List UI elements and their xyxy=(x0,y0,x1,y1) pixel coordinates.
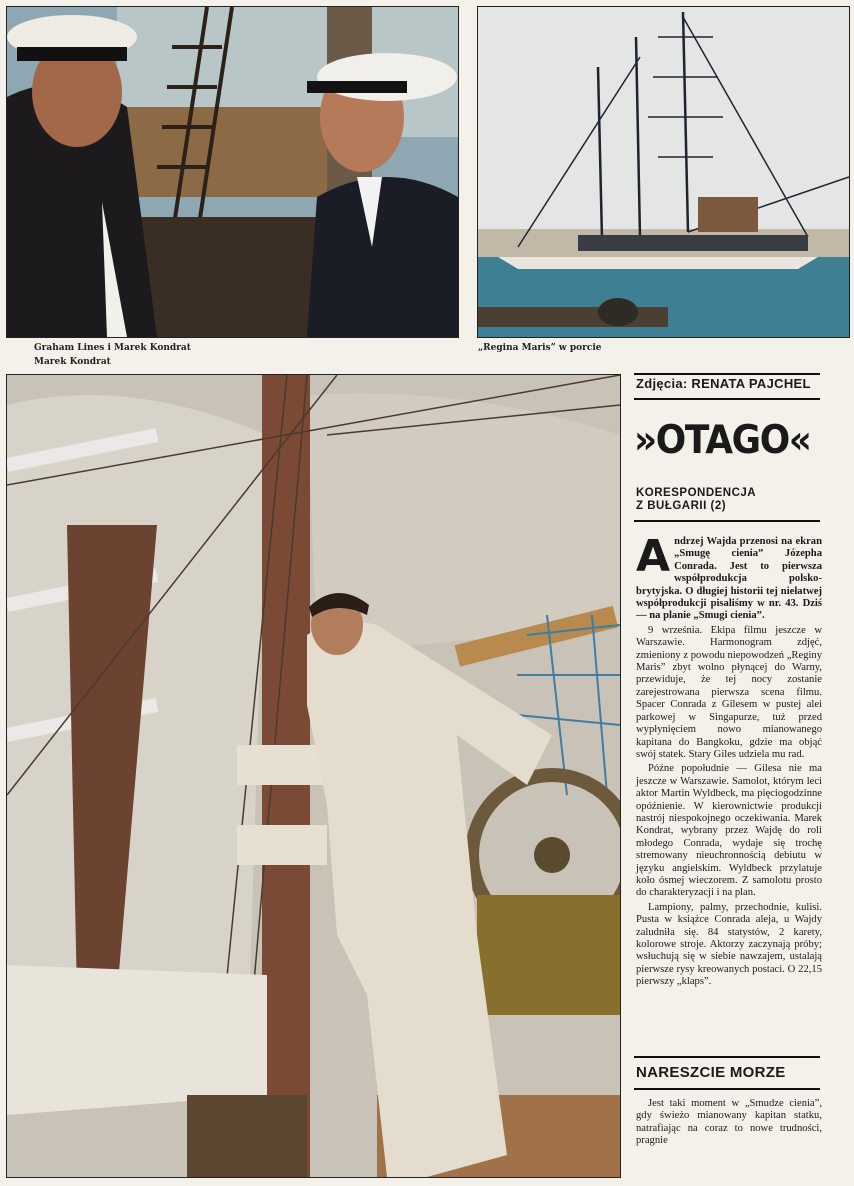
caption-officers xyxy=(34,341,334,369)
caption-harbour: „Regina Maris” w porcie xyxy=(478,343,602,353)
article-paragraph: 9 września. Ekipa filmu jeszcze w Warszawie. Harmonogram zdjęć, zmieniony z powodu niepowodzeń „Reginy Maris” zbyt wolno płynącej do Warny, przewiduje, że tej nocy zostanie zarejestrowana pierwsza scena filmu. Spacer Conrada z Gilesem w pustej alei parkowej w Singapurze, tuż przed wypłynięciem nowo mianowanego kapitana do Bangkoku, gdzie ma objąć swój statek. Stary Giles udziela mu rad. xyxy=(636,624,822,760)
subtitle-line2: Z BUŁGARII (2) xyxy=(636,500,727,512)
article-paragraph: Późne popołudnie — Gilesa nie ma jeszcze w Warszawie. Samolot, którym leci aktor Martin Wyldbeck, ma pięciogodzinne opóźnienie. W kierownictwie produkcji nastrój niespokojnego oczekiwania. Marek Kondrat, wybrany przez Wajdę do roli młodego Conrada, wydaje się trochę stremowany nieuchronnością debiutu w języku angielskim. Wyldbeck przylatuje koło ósmej wieczorem. Z samolotu prosto do charakteryzacji i na plan. xyxy=(636,763,822,899)
drop-cap: A xyxy=(636,531,671,582)
rule-subtitle xyxy=(634,520,820,522)
article-subtitle xyxy=(636,487,822,513)
lead-text: ndrzej Wajda przenosi na ekran „Smugę cienia” Józepha Conrada. Jest to pierwsza współprodukcja polsko-brytyjska. O długiej historii tej niełatwej współprodukcji pisaliśmy w nr. 43. Dziś — na planie „Smugi cienia”. xyxy=(636,536,822,622)
article-continuation xyxy=(636,1098,822,1148)
photo-regina-maris-harbour xyxy=(477,6,850,338)
rule-title xyxy=(634,398,820,400)
rule-section xyxy=(634,1056,820,1058)
subtitle-line1: KORESPONDENCJA xyxy=(636,487,757,499)
rule-credit xyxy=(634,373,820,375)
photo-sailor-at-wheel xyxy=(6,374,621,1178)
caption-officers-line1: Graham Lines i Marek Kondrat xyxy=(34,343,191,353)
section-heading: NARESZCIE MORZE xyxy=(636,1064,786,1081)
article-body xyxy=(636,531,822,991)
photo-credit: Zdjęcia: RENATA PAJCHEL xyxy=(636,376,811,391)
photo-officers xyxy=(6,6,459,338)
article-lead xyxy=(636,531,822,623)
article-paragraph: Lampiony, palmy, przechodnie, kulisi. Pusta w książce Conrada aleja, u Wajdy zaludniła się. 84 statystów, 2 karety, kolorowe stroje. Aktorzy zaczynają próby; wsłuchują się w siebie nawzajem, ustalają pierwsze rysy kreowanych postaci. O 22,15 pierwszy „klaps”. xyxy=(636,901,822,988)
article-title: »OTAGO« xyxy=(634,418,811,463)
caption-officers-line2: Marek Kondrat xyxy=(34,357,111,367)
article-paragraph: Jest taki moment w „Smudze cienia”, gdy świeżo mianowany kapitan statku, natrafiając na coraz to nowe trudności, pragnie xyxy=(636,1098,822,1147)
rule-section-bottom xyxy=(634,1088,820,1090)
